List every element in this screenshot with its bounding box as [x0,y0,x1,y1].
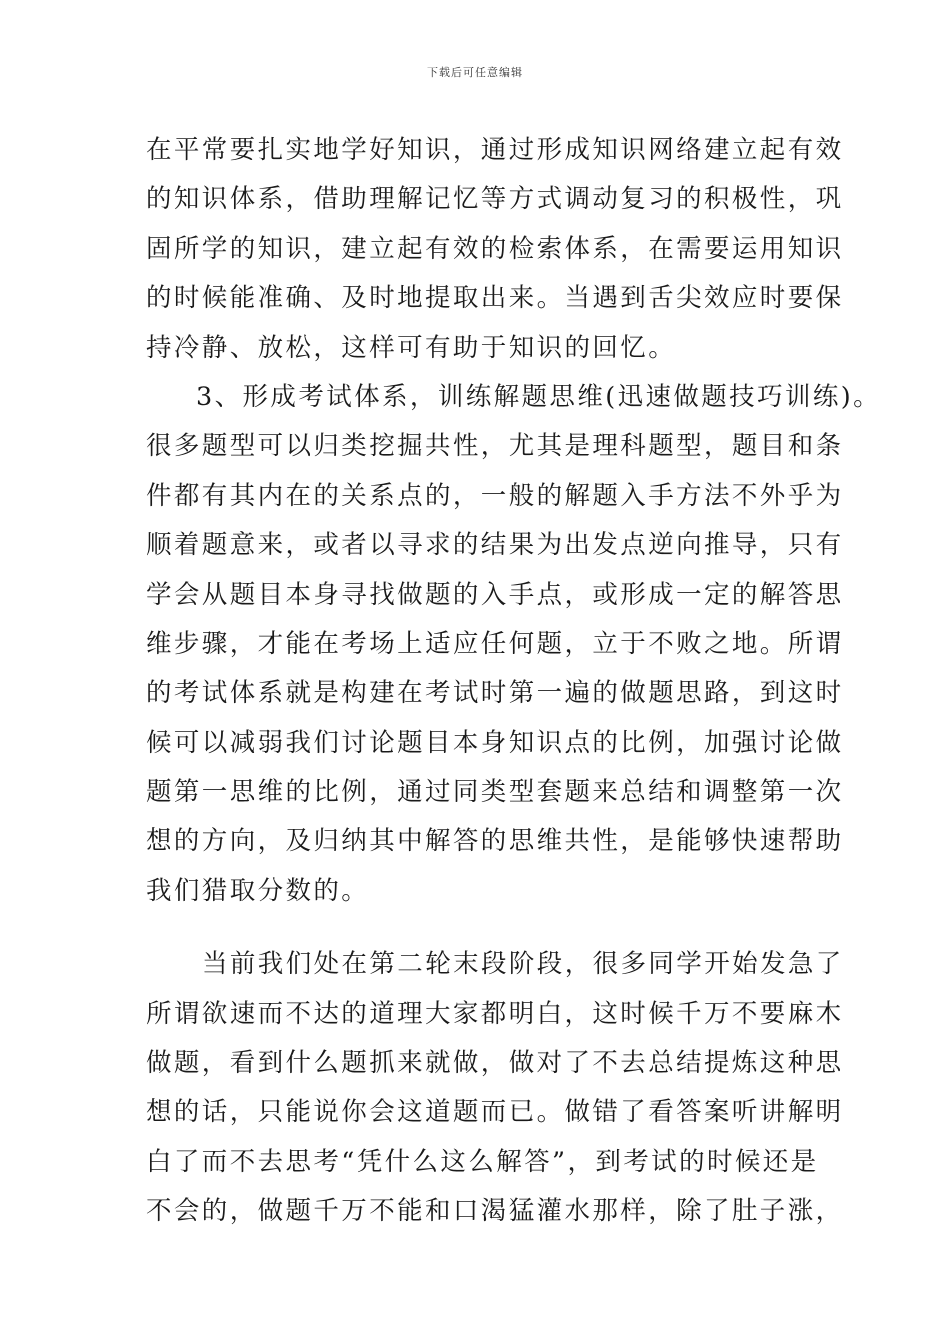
text-line: 做题，看到什么题抓来就做，做对了不去总结提炼这种思 [146,1048,844,1079]
text-line: 的考试体系就是构建在考试时第一遍的做题思路，到这时 [146,678,844,709]
text-line: 所谓欲速而不达的道理大家都明白，这时候千万不要麻木 [146,998,844,1029]
text-line: 想的话，只能说你会这道题而已。做错了看答案听讲解明 [146,1097,844,1128]
text-line: 候可以减弱我们讨论题目本身知识点的比例，加强讨论做 [146,727,844,758]
paragraph-3 [146,940,844,1236]
text-line: 固所学的知识，建立起有效的检索体系，在需要运用知识 [146,233,844,264]
text-line: 顺着题意来，或者以寻求的结果为出发点逆向推导，只有 [146,530,844,561]
text-line: 维步骤，才能在考场上适应任何题，立于不败之地。所谓 [146,628,844,659]
text-line: 白了而不去思考“凭什么这么解答”，到考试的时候还是 [146,1146,819,1177]
text-line: 很多题型可以归类挖掘共性，尤其是理科题型，题目和条 [146,431,844,462]
text-line: 想的方向，及归纳其中解答的思维共性，是能够快速帮助 [146,826,844,857]
text-line: 3、形成考试体系，训练解题思维(迅速做题技巧训练)。 [196,381,882,412]
text-line: 当前我们处在第二轮末段阶段，很多同学开始发急了 [202,949,844,980]
text-line: 我们猎取分数的。 [146,875,370,906]
text-line: 在平常要扎实地学好知识，通过形成知识网络建立起有效 [146,135,844,165]
paragraph-2 [146,373,882,916]
text-line: 的知识体系，借助理解记忆等方式调动复习的积极性，巩 [146,184,844,215]
text-line: 持冷静、放松，这样可有助于知识的回忆。 [146,332,677,363]
document-body [146,126,882,1237]
page-header: 下载后可任意编辑 [427,66,523,79]
text-line: 不会的，做题千万不能和口渴猛灌水那样，除了肚子涨， [146,1196,844,1227]
text-line: 件都有其内在的关系点的，一般的解题入手方法不外乎为 [146,480,844,511]
text-line: 学会从题目本身寻找做题的入手点，或形成一定的解答思 [146,579,844,610]
paragraph-spacer [146,916,816,940]
text-line: 题第一思维的比例，通过同类型套题来总结和调整第一次 [146,777,844,808]
paragraph-1 [146,126,844,373]
text-line: 的时候能准确、及时地提取出来。当遇到舌尖效应时要保 [146,283,844,314]
